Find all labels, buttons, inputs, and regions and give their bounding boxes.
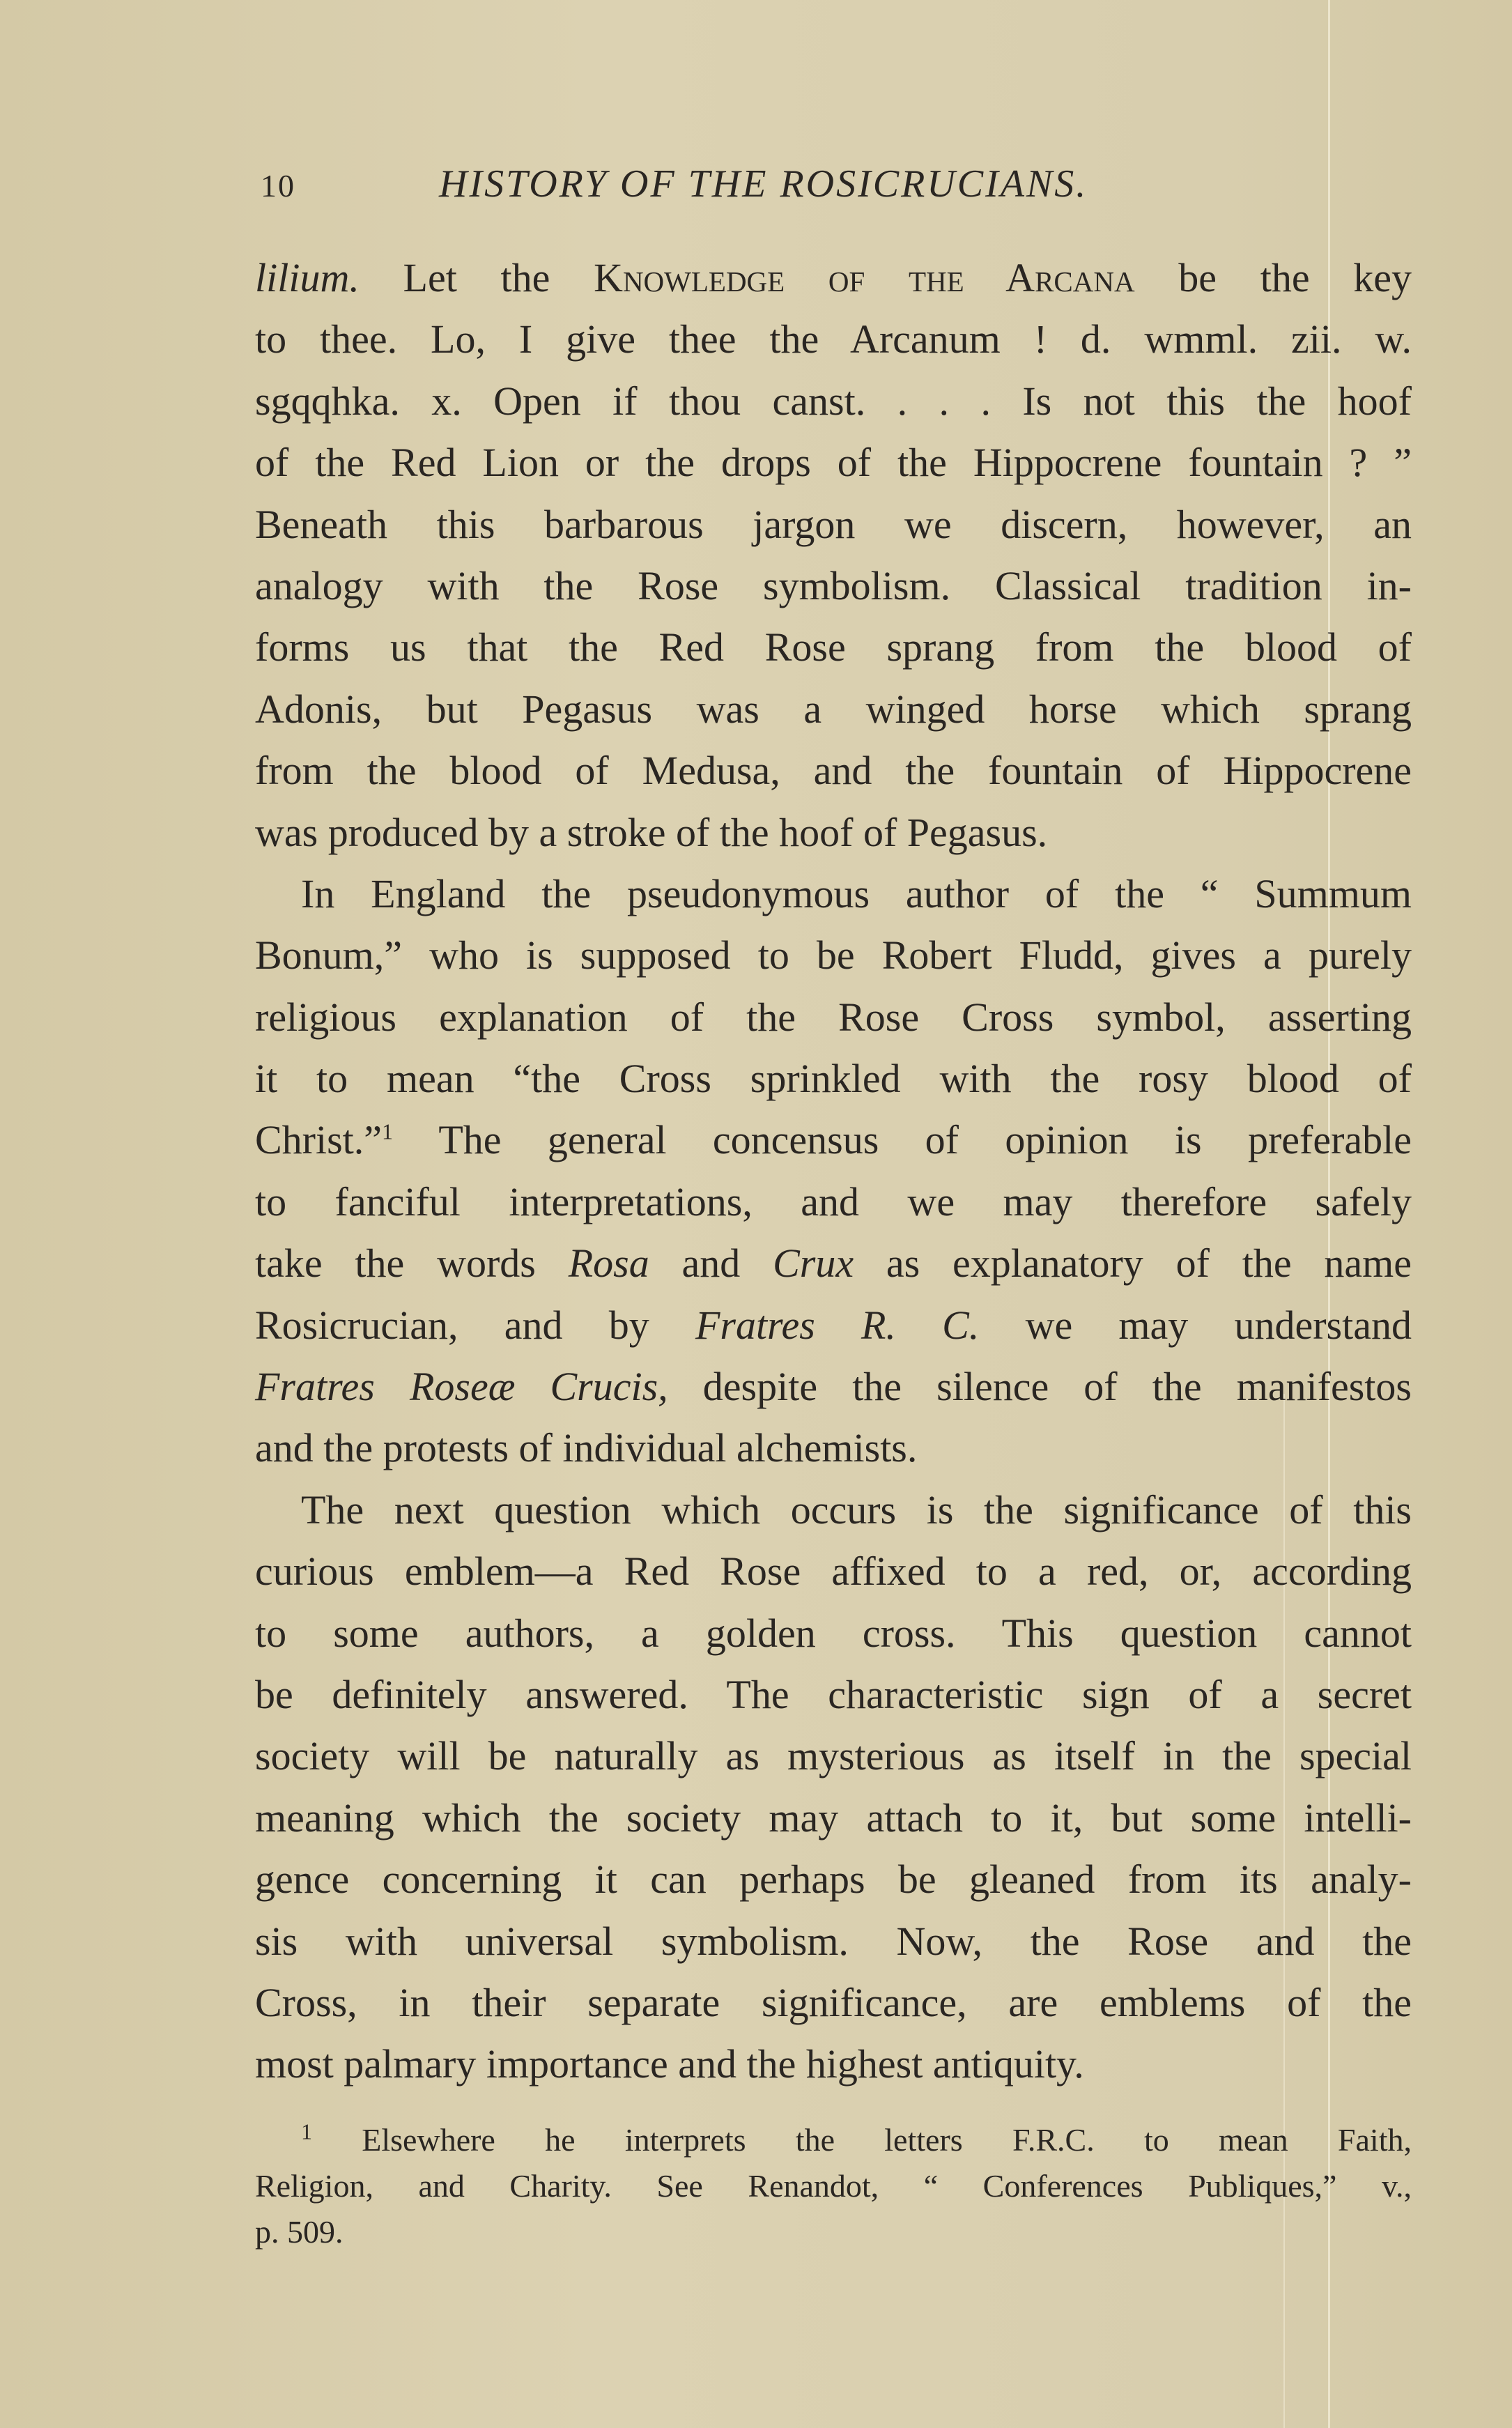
footnotes [255,2117,1412,2255]
text-line [255,1972,1412,2034]
text-run: Rosicrucian, and by [255,1302,695,1348]
text-run: Crux [773,1240,854,1286]
text-run: sgqqhka. x. Open if thou canst. . . . Is not this the hoof [255,378,1412,424]
text-run: religious explanation of the Rose Cross symbol, asserting [255,994,1412,1040]
text-line [255,1295,1412,1356]
text-run: society will be naturally as mysterious as itself in the special [255,1733,1412,1779]
text-line [255,309,1412,370]
text-line [255,494,1412,555]
text-line [255,863,1412,925]
text-run: as explanatory of the name [854,1240,1412,1286]
text-line [255,1541,1412,1602]
text-line [255,1171,1412,1233]
text-run: Religion, and Charity. See Renandot, “ Conferences Publiques,” v., [255,2168,1412,2204]
text-line [255,1788,1412,1849]
text-line [255,987,1412,1048]
text-line [255,679,1412,740]
text-run: of the Red Lion or the drops of the Hippocrene fountain ? ” [255,440,1412,486]
text-run: be definitely answered. The characteristic sign of a secret [255,1671,1412,1717]
text-run: and the protests of individual alchemists. [255,1425,918,1471]
text-run: to some authors, a golden cross. This question cannot [255,1610,1412,1656]
text-run: The general concensus of opinion is preferable [393,1117,1412,1163]
text-line [255,1603,1412,1664]
text-run: analogy with the Rose symbolism. Classical tradition in- [255,562,1412,608]
text-run: gence concerning it can perhaps be gleaned from its analy- [255,1857,1412,1903]
text-run: it to mean “the Cross sprinkled with the rosy blood of [255,1056,1412,1102]
text-line [255,1356,1412,1417]
text-run: Fratres R. C. [695,1302,980,1348]
footnote-marker: 1 [301,2119,312,2144]
text-line [255,1233,1412,1294]
text-line [255,1849,1412,1910]
text-run: meaning which the society may attach to it, but some intelli- [255,1795,1412,1841]
body-text [255,247,1412,2096]
text-run: Knowledge of the Arcana [594,255,1135,300]
text-run: Elsewhere he interprets the letters F.R.C. to mean Faith, [312,2122,1412,2158]
text-run: Let the [359,255,594,300]
text-run: curious emblem—a Red Rose affixed to a red, or, according [255,1549,1412,1595]
text-run: The next question which occurs is the significance of this [301,1486,1412,1532]
running-title: HISTORY OF THE ROSICRUCIANS. [439,162,1088,206]
text-run: Beneath this barbarous jargon we discern, however, an [255,501,1412,547]
text-run: most palmary importance and the highest antiquity. [255,2041,1084,2087]
text-line [255,2034,1412,2095]
text-run: Rosa [568,1240,649,1286]
footnote-marker: 1 [382,1119,394,1145]
text-line [255,925,1412,986]
text-run: Cross, in their separate significance, are emblems of the [255,1979,1412,2025]
text-run: and [649,1240,773,1286]
text-line [255,1726,1412,1787]
text-run: Christ.” [255,1117,383,1163]
text-line [255,1417,1412,1479]
footnote-line [255,2209,1412,2255]
running-header [255,162,1412,210]
text-line [255,247,1412,309]
text-run: we may understand [979,1302,1412,1348]
text-run: to thee. Lo, I give thee the Arcanum ! d. wmml. zii. w. [255,316,1412,362]
text-line [255,1911,1412,1972]
text-line [255,555,1412,617]
text-line [255,617,1412,678]
text-run: p. 509. [255,2214,344,2250]
text-run: Bonum,” who is supposed to be Robert Fludd, gives a purely [255,932,1412,978]
text-run: forms us that the Red Rose sprang from the blood of [255,624,1412,670]
text-line [255,740,1412,801]
text-run: sis with universal symbolism. Now, the Rose and the [255,1918,1412,1964]
text-line [255,1664,1412,1726]
footnote-line [255,2163,1412,2209]
text-line [255,432,1412,493]
text-line [255,1109,1412,1171]
text-line [255,1480,1412,1541]
text-run: despite the silence of the manifestos [668,1364,1412,1410]
text-run: from the blood of Medusa, and the fountain of Hippocrene [255,748,1412,794]
text-line [255,802,1412,863]
text-run: lilium. [255,255,360,300]
text-run: Adonis, but Pegasus was a winged horse which sprang [255,686,1412,732]
text-run: In England the pseudonymous author of the “ Summum [301,870,1412,916]
text-line [255,371,1412,432]
page-number: 10 [261,168,295,203]
text-run: Fratres Roseæ Crucis, [255,1364,668,1410]
text-run: to fanciful interpretations, and we may therefore safely [255,1178,1412,1224]
text-line [255,1048,1412,1109]
text-run: be the key [1134,255,1412,300]
text-run: was produced by a stroke of the hoof of Pegasus. [255,809,1048,855]
footnote-line [255,2117,1412,2163]
text-run: take the words [255,1240,569,1286]
